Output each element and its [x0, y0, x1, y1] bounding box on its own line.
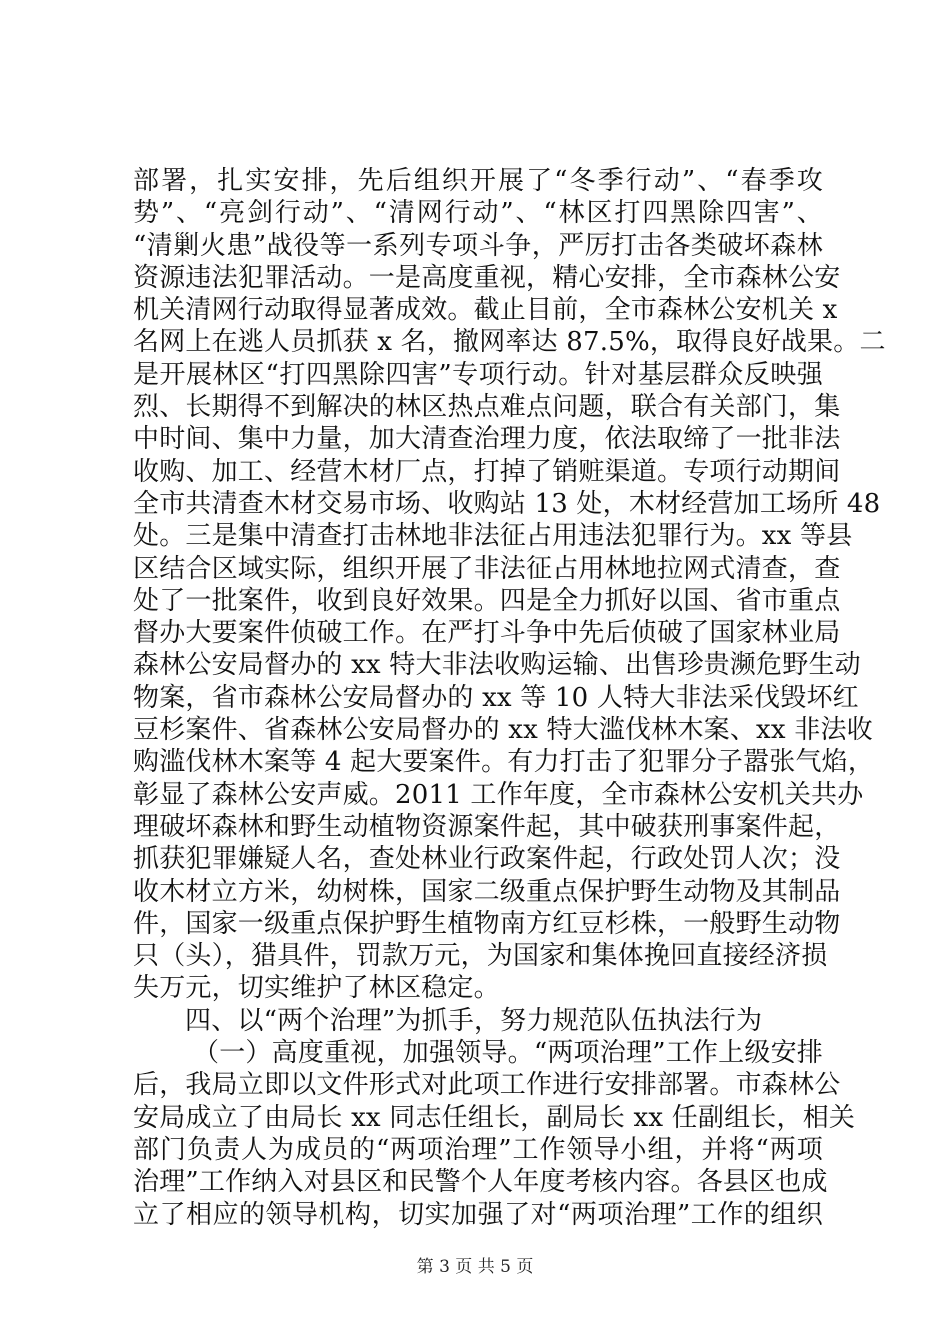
body-line: 安局成立了由局长 xx 同志任组长，副局长 xx 任副组长，相关	[133, 1102, 856, 1133]
body-line: 收木材立方米，幼树株，国家二级重点保护野生动物及其制品	[133, 876, 841, 907]
section-heading: 四、以“两个治理”为抓手，努力规范队伍执法行为	[185, 1005, 763, 1036]
body-line: 处了一批案件，收到良好效果。四是全力抓好以国、省市重点	[133, 585, 841, 616]
body-line: 全市共清查木材交易市场、收购站 13 处，木材经营加工场所 48	[133, 488, 881, 519]
body-line: 烈、长期得不到解决的林区热点难点问题，联合有关部门，集	[133, 392, 841, 423]
body-line: 森林公安局督办的 xx 特大非法收购运输、出售珍贵濒危野生动	[133, 650, 861, 681]
body-line: 资源违法犯罪活动。一是高度重视，精心安排，全市森林公安	[133, 262, 841, 293]
body-line: 部门负责人为成员的“两项治理”工作领导小组，并将“两项	[133, 1134, 823, 1165]
body-line: 势”、“亮剑行动”、“清网行动”、“林区打四黑除四害”、	[133, 198, 823, 229]
body-line: 处。三是集中清查打击林地非法征占用违法犯罪行为。xx 等县	[133, 521, 853, 552]
body-line: 抓获犯罪嫌疑人名，查处林业行政案件起，行政处罚人次；没	[133, 844, 841, 875]
body-line: 失万元，切实维护了林区稳定。	[133, 973, 500, 1004]
body-line: 督办大要案件侦破工作。在严打斗争中先后侦破了国家林业局	[133, 618, 841, 649]
body-line: 彰显了森林公安声威。2011 工作年度，全市森林公安机关共办	[133, 779, 864, 810]
body-line: 物案，省市森林公安局督办的 xx 等 10 人特大非法采伐毁坏红	[133, 682, 859, 713]
body-line: 件，国家一级重点保护野生植物南方红豆杉株，一般野生动物	[133, 908, 841, 939]
body-line: 是开展林区“打四黑除四害”专项行动。针对基层群众反映强	[133, 359, 823, 390]
body-line: 机关清网行动取得显著成效。截止目前，全市森林公安机关 x	[133, 295, 838, 326]
body-line: （一）高度重视，加强领导。“两项治理”工作上级安排	[193, 1038, 823, 1069]
body-line: 购滥伐林木案等 4 起大要案件。有力打击了犯罪分子嚣张气焰，	[133, 747, 875, 778]
body-line: “清剿火患”战役等一系列专项斗争，严厉打击各类破坏森林	[133, 230, 823, 261]
page-number: 第 3 页 共 5 页	[416, 1257, 534, 1277]
body-line: 理破坏森林和野生动植物资源案件起，其中破获刑事案件起，	[133, 811, 841, 842]
body-line: 立了相应的领导机构，切实加强了对“两项治理”工作的组织	[133, 1199, 823, 1230]
body-line: 后，我局立即以文件形式对此项工作进行安排部署。市森林公	[133, 1070, 841, 1101]
document-body	[133, 166, 886, 1232]
body-line: 收购、加工、经营木材厂点，打掉了销赃渠道。专项行动期间	[133, 456, 841, 487]
body-line: 名网上在逃人员抓获 x 名，撤网率达 87.5%，取得良好战果。二	[133, 327, 886, 358]
body-line: 只（头），猎具件，罚款万元，为国家和集体挽回直接经济损	[133, 941, 828, 972]
body-line: 部署，扎实安排，先后组织开展了“冬季行动”、“春季攻	[133, 166, 823, 196]
body-line: 豆杉案件、省森林公安局督办的 xx 特大滥伐林木案、xx 非法收	[133, 715, 873, 746]
body-line: 中时间、集中力量，加大清查治理力度，依法取缔了一批非法	[133, 424, 841, 455]
body-line: 治理”工作纳入对县区和民警个人年度考核内容。各县区也成	[133, 1167, 828, 1198]
body-line: 区结合区域实际，组织开展了非法征占用林地拉网式清查，查	[133, 553, 841, 584]
